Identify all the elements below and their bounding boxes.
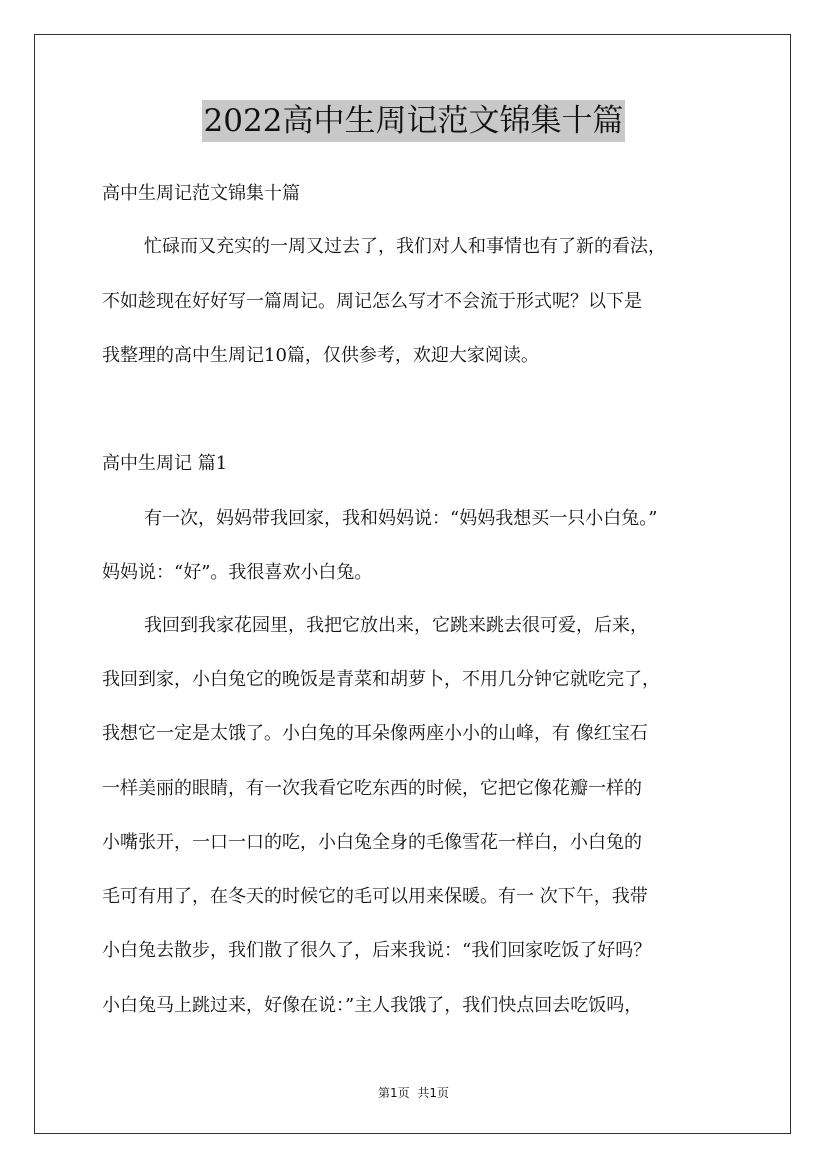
intro-line-2: 不如趁现在好好写一篇周记。周记怎么写才不会流于形式呢？以下是 (102, 291, 642, 312)
body-line-2: 妈妈说：“好”。我很喜欢小白兔。 (102, 562, 373, 583)
intro-line-3: 我整理的高中生周记10篇，仅供参考，欢迎大家阅读。 (102, 345, 539, 366)
body-line-6: 一样美丽的眼睛，有一次我看它吃东西的时候，它把它像花瓣一样的 (102, 778, 642, 799)
section-heading: 高中生周记 篇1 (102, 453, 228, 474)
page-footer (0, 1084, 827, 1101)
body-line-4: 我回到家，小白兔它的晚饭是青菜和胡萝卜，不用几分钟它就吃完了， (102, 669, 660, 690)
page-total: 共1页 (417, 1086, 450, 1100)
body-line-10: 小白兔马上跳过来，好像在说：”主人我饿了，我们快点回去吃饭吗， (102, 995, 643, 1016)
body-line-1: 有一次，妈妈带我回家，我和妈妈说：“妈妈我想买一只小白兔。” (144, 508, 658, 529)
title-container (0, 100, 827, 142)
body-line-9: 小白兔去散步，我们散了很久了，后来我说：“我们回家吃饭了好吗？ (102, 940, 652, 961)
intro-line-1: 忙碌而又充实的一周又过去了，我们对人和事情也有了新的看法， (144, 236, 666, 257)
body-line-5: 我想它一定是太饿了。小白兔的耳朵像两座小小的山峰，有 像红宝石 (102, 723, 648, 744)
body-line-7: 小嘴张开，一口一口的吃，小白兔全身的毛像雪花一样白，小白兔的 (102, 832, 642, 853)
document-subtitle: 高中生周记范文锦集十篇 (102, 183, 300, 204)
body-line-3: 我回到我家花园里，我把它放出来，它跳来跳去很可爱，后来， (144, 615, 648, 636)
page-number: 第1页 (377, 1086, 410, 1100)
body-line-8: 毛可有用了，在冬天的时候它的毛可以用来保暖。有一 次下午，我带 (102, 886, 648, 907)
document-title: 2022高中生周记范文锦集十篇 (202, 100, 626, 142)
